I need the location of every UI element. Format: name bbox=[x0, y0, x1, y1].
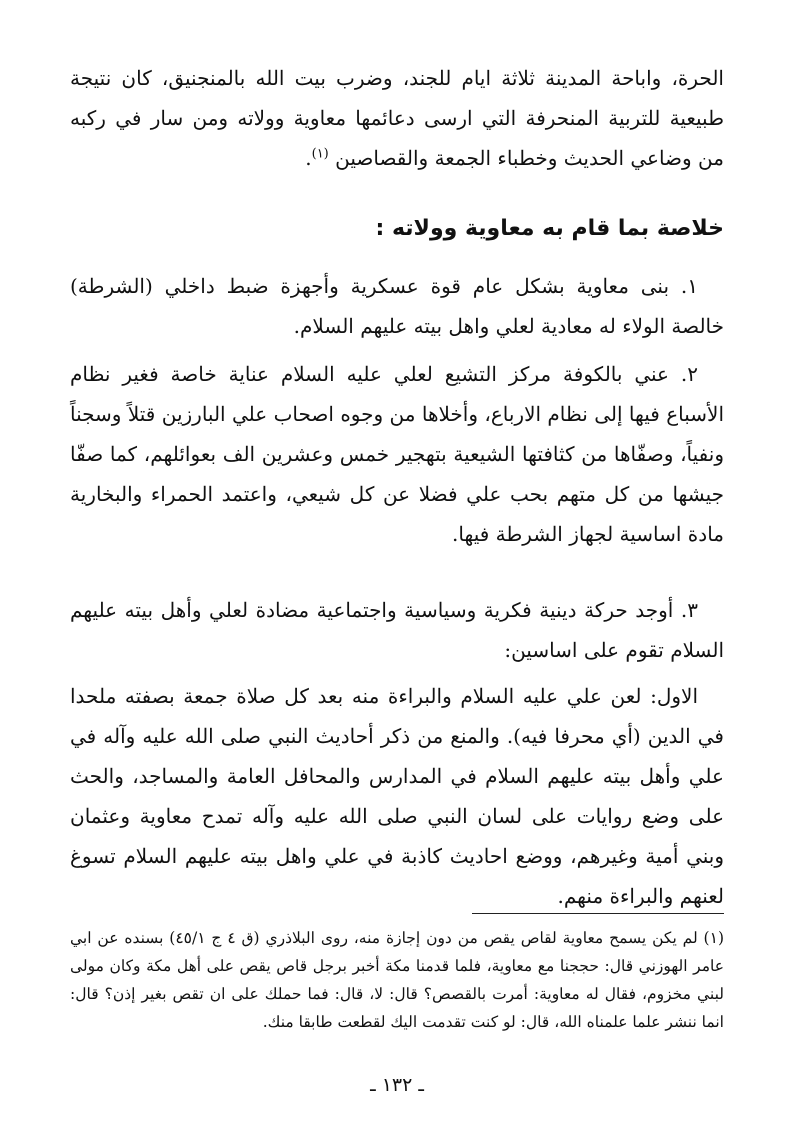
point-1-paragraph bbox=[70, 266, 724, 346]
point-3-text: ٣. أوجد حركة دينية فكرية وسياسية واجتماعية مضادة لعلي وأهل بيته عليهم السلام تقوم على اساسين: bbox=[70, 598, 724, 662]
point-3-paragraph bbox=[70, 590, 724, 670]
intro-paragraph bbox=[70, 58, 724, 178]
footnote-reference[interactable]: (١) bbox=[311, 146, 329, 162]
first-basis-text: الاول: لعن علي عليه السلام والبراءة منه بعد كل صلاة جمعة بصفته ملحدا في الدين (أي محرفا فيه). والمنع من ذكر أحاديث النبي صلى الله عليه وآله في علي وأهل بيته عليهم السلام في المدارس والمحافل العامة والمساجد، والحث على وضع روايات على لسان النبي صلى الله عليه وآله تمدح معاوية وعثمان وبني أمية وغيرهم، ووضع احاديث كاذبة في علي واهل بيته عليهم السلام تسوغ لعنهم والبراءة منهم. bbox=[70, 684, 724, 908]
point-2-paragraph bbox=[70, 354, 724, 554]
section-heading: خلاصة بما قام به معاوية وولاته : bbox=[375, 216, 724, 241]
page-number: ـ ١٣٢ ـ bbox=[370, 1074, 424, 1096]
point-2-text: ٢. عني بالكوفة مركز التشيع لعلي عليه السلام عناية خاصة فغير نظام الأسباع فيها إلى نظام الارباع، وأخلاها من وجوه اصحاب علي البارزين قتلاً وسجناً ونفياً، وصفّاها من كثافتها الشيعية بتهجير خمس وعشرين الف بعوائلهم، كما صفّا جيشها من كل متهم بحب علي فضلا عن كل شيعي، واعتمد الحمراء والبخارية مادة اساسية لجهاز الشرطة فيها. bbox=[70, 362, 724, 546]
point-1-text: ١. بنى معاوية بشكل عام قوة عسكرية وأجهزة ضبط داخلي (الشرطة) خالصة الولاء له معادية لعلي واهل بيته عليهم السلام. bbox=[70, 274, 724, 338]
first-basis-paragraph bbox=[70, 676, 724, 916]
footnote-divider bbox=[472, 913, 724, 914]
intro-text: الحرة، واباحة المدينة ثلاثة ايام للجند، وضرب بيت الله بالمنجنيق، كان نتيجة طبيعية للتربية المنحرفة التي ارسى دعائمها معاوية وولاته ومن سار في ركبه من وضاعي الحديث وخطباء الجمعة والقصاصين bbox=[70, 66, 724, 170]
footnote: (١) لم يكن يسمح معاوية لقاص يقص من دون إجازة منه، روى البلاذري (ق ٤ ج ٤٥/١) بسنده عن ابي عامر الهوزني قال: حججنا مع معاوية، فلما قدمنا مكة أخبر برجل قاص يقص على أهل مكة وكان مولى لبني مخزوم، فقال له معاوية: أمرت بالقصص؟ قال: لا، قال: فما حملك على ان تقص بغير إذن؟ قال: انما ننشر علما علمناه الله، قال: لو كنت تقدمت اليك لقطعت طابقا منك. bbox=[70, 929, 724, 1031]
intro-end: . bbox=[305, 146, 312, 170]
